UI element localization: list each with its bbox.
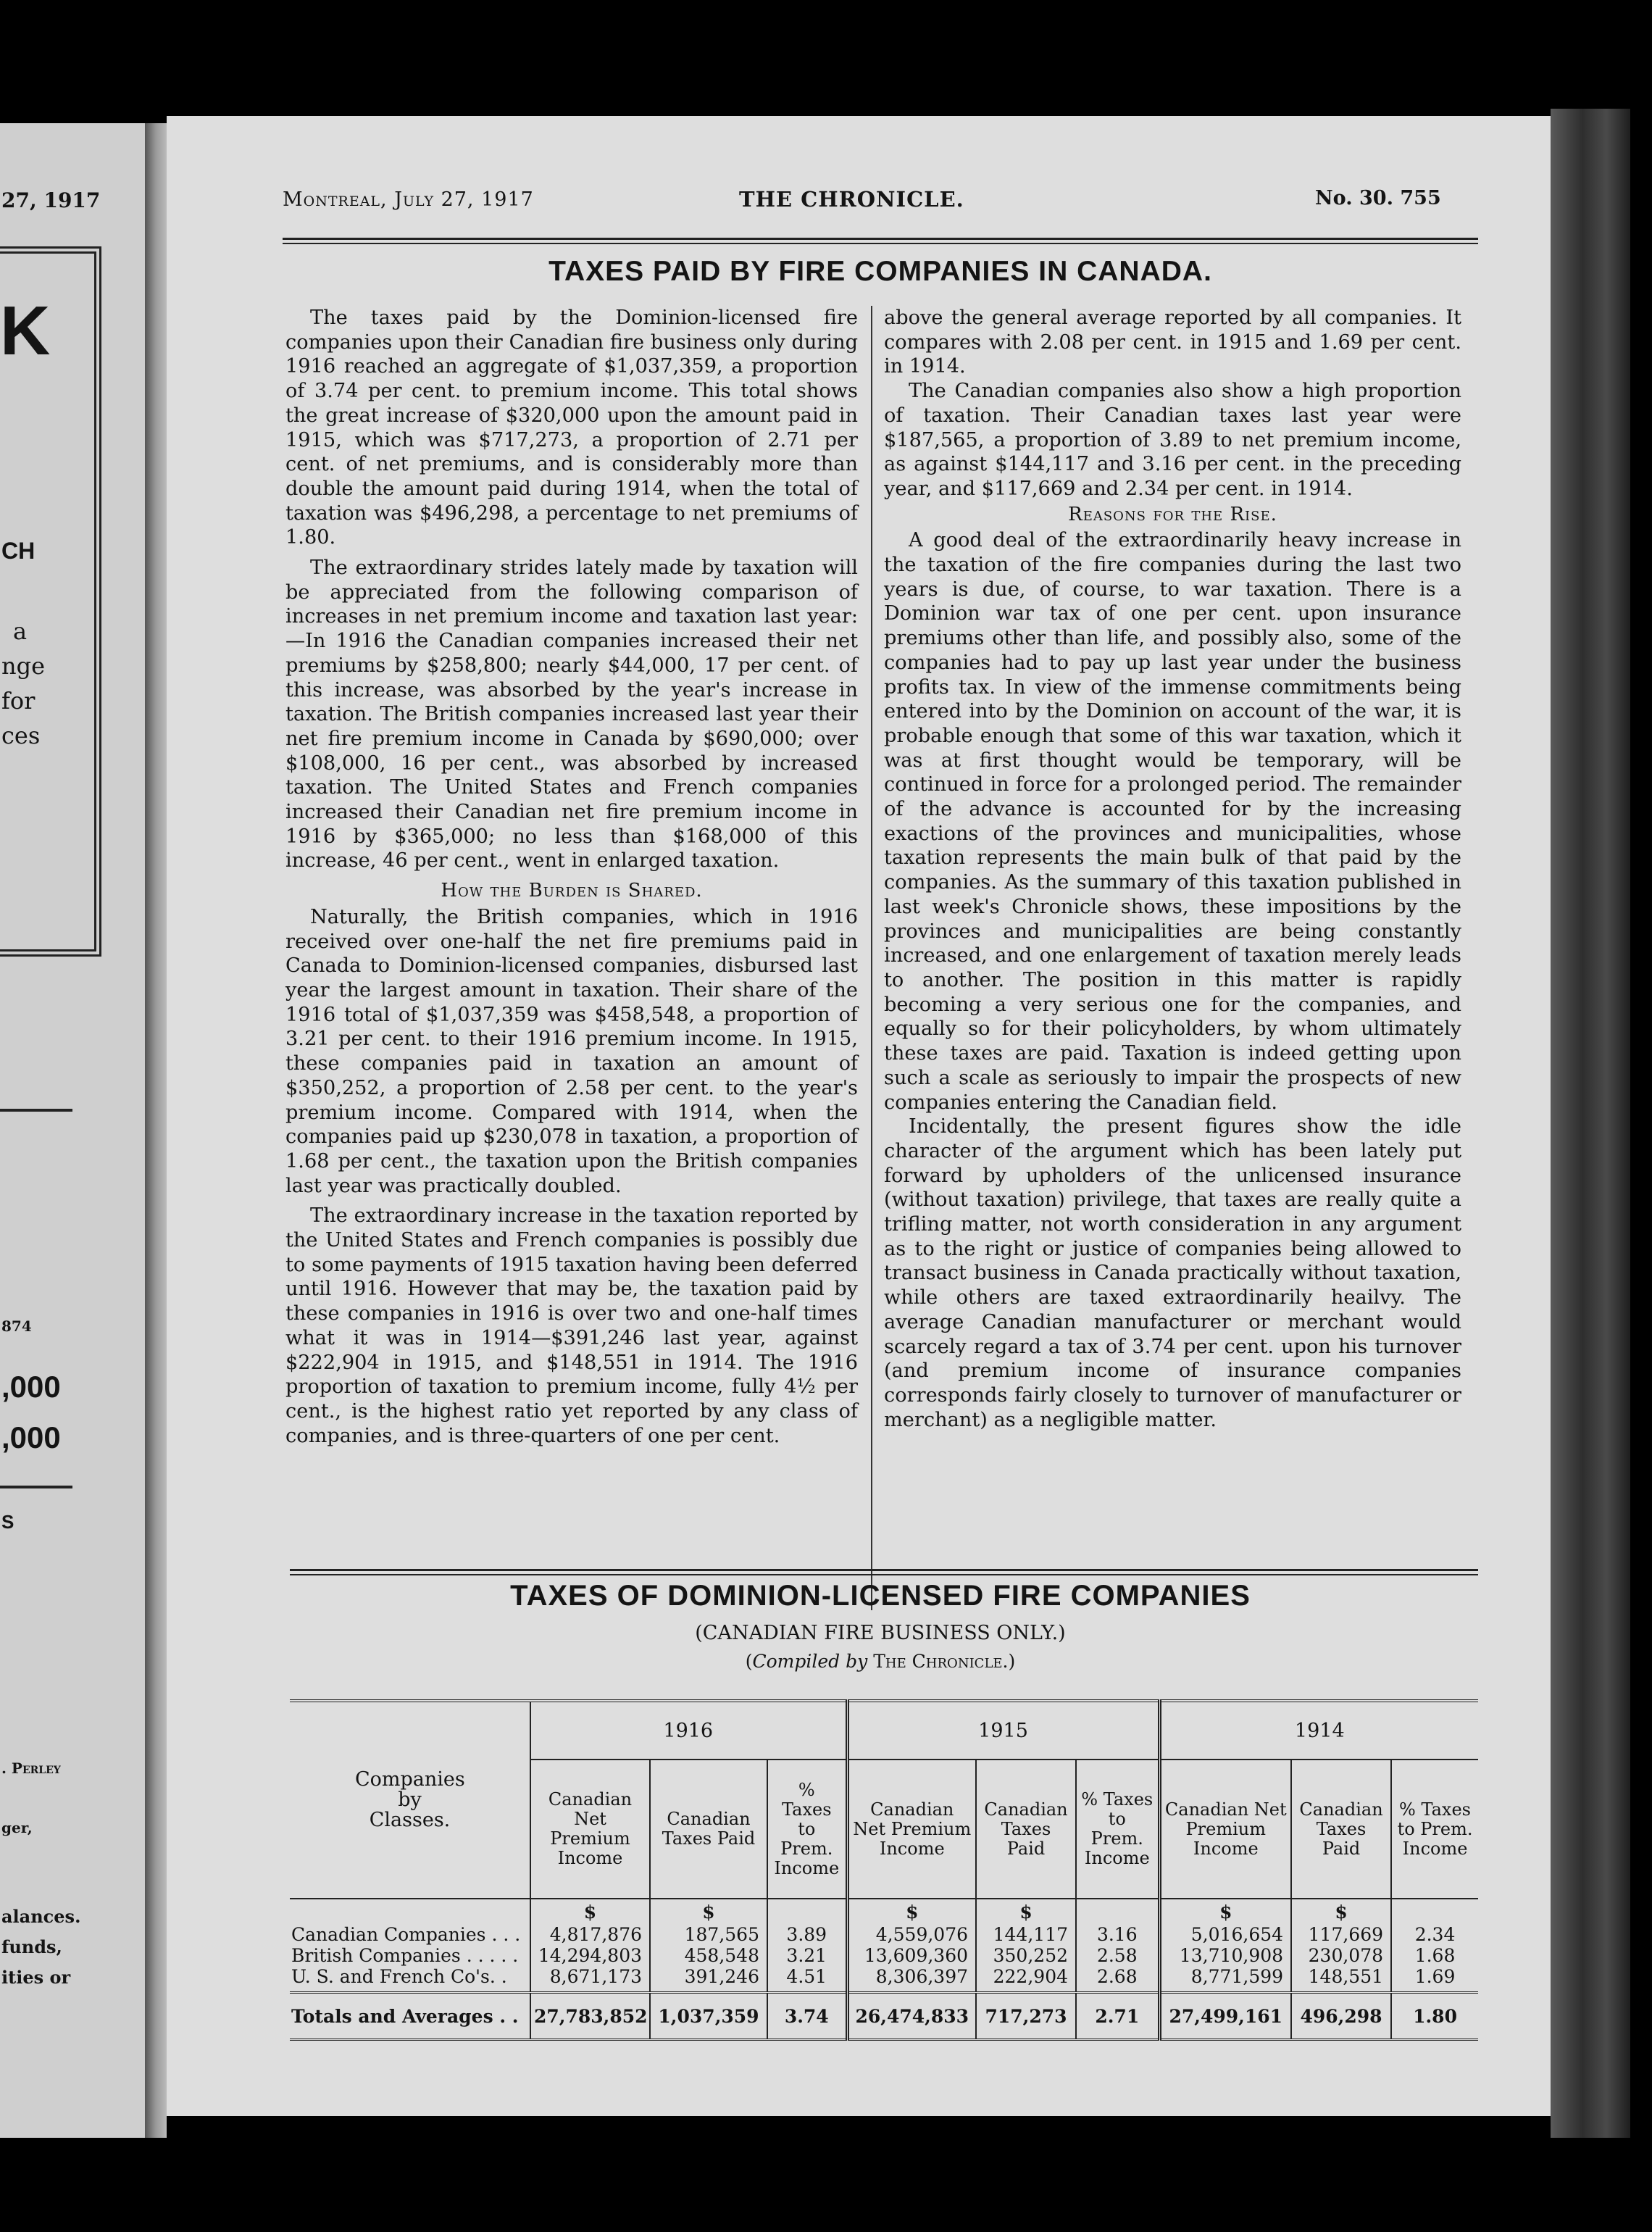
- compiled-note-italic: Compiled by: [752, 1651, 868, 1672]
- article-title: TAXES PAID BY FIRE COMPANIES IN CANADA.: [548, 256, 1212, 287]
- table-cell: 1,037,359: [650, 1993, 767, 2040]
- row-label: Totals and Averages . .: [290, 1993, 530, 2040]
- table-cell: 2.71: [1076, 1993, 1159, 2040]
- facing-page-text: S: [1, 1511, 14, 1533]
- table-cell: 8,671,173: [530, 1966, 650, 1993]
- col-header-pct: % Taxes to Prem. Income: [1391, 1760, 1478, 1899]
- facing-page-text: a: [13, 617, 28, 645]
- facing-page-text: CH: [1, 538, 36, 564]
- col-header-premium: Canadian Net Premium Income: [1159, 1760, 1291, 1899]
- table-cell: 117,669: [1291, 1924, 1391, 1945]
- table-cell: 27,783,852: [530, 1993, 650, 2040]
- header-issue-page: No. 30. 755: [1315, 187, 1441, 209]
- facing-page-text: ger,: [1, 1819, 33, 1836]
- table-cell: 458,548: [650, 1945, 767, 1966]
- col-header-premium: Canadian Net Premium Income: [530, 1760, 650, 1899]
- dollar-sign: $: [847, 1899, 976, 1924]
- table-cell: 717,273: [976, 1993, 1076, 2040]
- dollar-sign: $: [1159, 1899, 1291, 1924]
- year-header: 1916: [530, 1701, 847, 1760]
- row-label: Canadian Companies . . .: [291, 1924, 521, 1945]
- col-header-taxes: Canadian Taxes Paid: [650, 1760, 767, 1899]
- table-cell: 4,817,876: [530, 1924, 650, 1945]
- table-cell: 187,565: [650, 1924, 767, 1945]
- facing-page-text: ces: [1, 722, 41, 749]
- facing-page-text: alances.: [1, 1906, 81, 1927]
- article-left-column: [285, 306, 858, 1448]
- col-header-taxes: Canadian Taxes Paid: [1291, 1760, 1391, 1899]
- table-cell: 4.51: [767, 1966, 847, 1993]
- table-cell: 391,246: [650, 1966, 767, 1993]
- section-heading: How the Burden is Shared.: [441, 880, 703, 902]
- table-compiled-note: [283, 1651, 1478, 1672]
- header-rule: [283, 238, 1478, 244]
- facing-page-letter: K: [0, 292, 51, 370]
- year-header: 1914: [1159, 1701, 1478, 1760]
- facing-page-fragment: [0, 123, 145, 2138]
- book-gutter: [145, 123, 167, 2138]
- paragraph: Naturally, the British companies, which in 1916 received over one-half the net fire premiums paid in Canada to Dominion-licensed companies, disbursed last year the largest amount in taxation. Their share of the 1916 total of $1,037,359 was $458,548, a proportion of 3.21 per cent. to their 1916 premium income. In 1915, these companies paid in taxation an amount of $350,252, a proportion of 2.58 per cent. to the year's premium income. Compared with 1914, when the companies paid up $230,078 in taxation, a proportion of 1.68 per cent., the taxation upon the British companies last year was practically doubled.: [285, 905, 858, 1197]
- table-top-rule: [290, 1569, 1478, 1575]
- facing-page-text: 874: [1, 1317, 32, 1335]
- facing-page-text: . Perley: [1, 1760, 61, 1777]
- compiled-note-source: The Chronicle: [873, 1651, 1003, 1672]
- facing-page-text: ities or: [1, 1967, 71, 1988]
- table-subtitle: (CANADIAN FIRE BUSINESS ONLY.): [695, 1622, 1066, 1644]
- dollar-sign: $: [530, 1899, 650, 1924]
- table-row: [290, 1924, 1478, 1945]
- compiled-note-close: .): [1002, 1651, 1016, 1672]
- table-cell: 1.69: [1391, 1966, 1478, 1993]
- table-cell: 3.16: [1076, 1924, 1159, 1945]
- taxes-table: [290, 1699, 1478, 2041]
- table-cell: 3.89: [767, 1924, 847, 1945]
- facing-page-amount: ,000: [1, 1420, 61, 1454]
- table-cell: 3.74: [767, 1993, 847, 2040]
- table-cell: 4,559,076: [847, 1924, 976, 1945]
- facing-page-rule: [0, 1109, 72, 1112]
- facing-page-rule: [0, 1486, 72, 1488]
- table-cell: 222,904: [976, 1966, 1076, 1993]
- table-cell: 2.34: [1391, 1924, 1478, 1945]
- column-rule: [871, 306, 872, 1610]
- table-title: TAXES OF DOMINION-LICENSED FIRE COMPANIES: [510, 1580, 1251, 1612]
- table-cell: 230,078: [1291, 1945, 1391, 1966]
- col-header-taxes: Canadian Taxes Paid: [976, 1760, 1076, 1899]
- table-cell: 3.21: [767, 1945, 847, 1966]
- table-cell: 5,016,654: [1159, 1924, 1291, 1945]
- header-dateline: Montreal, July 27, 1917: [283, 188, 534, 211]
- col-header-pct: % Taxes to Prem. Income: [1076, 1760, 1159, 1899]
- compiled-note-open: (: [745, 1651, 753, 1672]
- facing-page-amount: ,000: [1, 1370, 61, 1404]
- table-cell: 2.58: [1076, 1945, 1159, 1966]
- table-cell: 496,298: [1291, 1993, 1391, 2040]
- table-cell: 8,306,397: [847, 1966, 976, 1993]
- table-cell: 144,117: [976, 1924, 1076, 1945]
- book-binding-edge: [1551, 109, 1630, 2138]
- table-cell: 1.68: [1391, 1945, 1478, 1966]
- table-cell: 14,294,803: [530, 1945, 650, 1966]
- facing-page-date: 27, 1917: [1, 188, 101, 212]
- paragraph: Incidentally, the present figures show the idle character of the argument which has been lately put forward by upholders of the unlicensed insurance (without taxation) privilege, that taxes are really quite a trifling matter, not worth consideration in any argument as to the right or justice of companies being allowed to transact business in Canada practically without taxation, while others are taxed extraordinarily heailvy. The average Canadian manufacturer or merchant would scarcely regard a tax of 3.74 per cent. upon his turnover (and premium income of insurance companies corresponds fairly closely to turnover of manufacturer or merchant) as a negligible matter.: [884, 1115, 1461, 1431]
- dollar-sign: $: [1291, 1899, 1391, 1924]
- year-header: 1915: [847, 1701, 1159, 1760]
- stub-header: Companies by Classes.: [290, 1701, 530, 1899]
- facing-page-text: nge: [1, 652, 46, 680]
- table-cell: 26,474,833: [847, 1993, 976, 2040]
- col-header-premium: Canadian Net Premium Income: [847, 1760, 976, 1899]
- table-cell: 2.68: [1076, 1966, 1159, 1993]
- paragraph: above the general average reported by all companies. It compares with 2.08 per cent. in 1915 and 1.69 per cent. in 1914.: [884, 307, 1461, 378]
- newspaper-page: [167, 116, 1551, 2116]
- table-cell: 350,252: [976, 1945, 1076, 1966]
- header-publication: THE CHRONICLE.: [739, 187, 964, 212]
- row-label: British Companies . . . . .: [291, 1945, 519, 1966]
- row-label: U. S. and French Co's. .: [291, 1966, 507, 1987]
- paragraph: The taxes paid by the Dominion-licensed fire companies upon their Canadian fire business only during 1916 reached an aggregate of $1,037,359, a proportion of 3.74 per cent. to premium income. This total shows the great increase of $320,000 upon the amount paid in 1915, which was $717,273, a proportion of 2.71 per cent. of net premiums, and is considerably more than double the amount paid during 1914, when the total of taxation was $496,298, a percentage to net premiums of 1.80.: [285, 307, 858, 549]
- facing-page-text: for: [1, 687, 36, 715]
- totals-row: [290, 1993, 1478, 2040]
- table-row: [290, 1966, 1478, 1993]
- table-cell: 148,551: [1291, 1966, 1391, 1993]
- col-header-pct: % Taxes to Prem. Income: [767, 1760, 847, 1899]
- paragraph: A good deal of the extraordinarily heavy increase in the taxation of the fire companies during the last two years is due, of course, to war taxation. There is a Dominion war tax of one per cent. upon insurance premiums other than life, and possibly also, some of the companies had to pay up last year under the business profits tax. In view of the immense commitments being entered into by the Dominion on account of the war, it is probable enough that some of this war taxation, which it was at first thought would be temporary, will be continued in force for a prolonged period. The remainder of the advance is accounted for by the increasing exactions of the provinces and municipalities, whose taxation represents the main bulk of that paid by the companies. As the summary of this taxation published in last week's Chronicle shows, these impositions by the provinces and municipalities are being constantly increased, and one enlargement of taxation merely leads to another. The position in this matter is rapidly becoming a very serious one for the companies, and equally so for their policyholders, by whom ultimately these taxes are paid. Taxation is indeed getting upon such a scale as seriously to impair the prospects of new companies entering the Canadian field.: [884, 529, 1461, 1114]
- table-cell: 1.80: [1391, 1993, 1478, 2040]
- dollar-sign: $: [976, 1899, 1076, 1924]
- table-cell: 27,499,161: [1159, 1993, 1291, 2040]
- table-row: [290, 1945, 1478, 1966]
- article-right-column: [884, 306, 1461, 1432]
- table-cell: 13,609,360: [847, 1945, 976, 1966]
- dollar-sign: $: [650, 1899, 767, 1924]
- section-heading: Reasons for the Rise.: [1068, 503, 1277, 525]
- paragraph: The extraordinary increase in the taxation reported by the United States and French companies is possibly due to some payments of 1915 taxation having been deferred until 1916. However that may be, the taxation paid by these companies in 1916 is over two and one-half times what it was in 1914—$391,246 last year, against $222,904 in 1915, and $148,551 in 1914. The 1916 proportion of taxation to premium income, fully 4½ per cent., is the highest ratio yet reported by any class of companies, and is three-quarters of one per cent.: [285, 1204, 858, 1447]
- facing-page-text: funds,: [1, 1936, 62, 1957]
- table-cell: 8,771,599: [1159, 1966, 1291, 1993]
- table-cell: 13,710,908: [1159, 1945, 1291, 1966]
- paragraph: The extraordinary strides lately made by taxation will be appreciated from the following comparison of increases in net premium income and taxation last year:—In 1916 the Canadian companies increased their net premiums by $258,800; nearly $44,000, 17 per cent. of this increase, was absorbed by the year's increase in taxation. The British companies increased last year their net fire premium income in Canada by $690,000; over $108,000, 16 per cent., was absorbed by increased taxation. The United States and French companies increased their Canadian net fire premium income in 1916 by $365,000; no less than $168,000 of this increase, 46 per cent., went in enlarged taxation.: [285, 557, 858, 873]
- dollar-sign-row: [290, 1899, 1478, 1924]
- paragraph: The Canadian companies also show a high proportion of taxation. Their Canadian taxes last year were $187,565, a proportion of 3.89 to net premium income, as against $144,117 and 3.16 per cent. in the preceding year, and $117,669 and 2.34 per cent. in 1914.: [884, 380, 1461, 500]
